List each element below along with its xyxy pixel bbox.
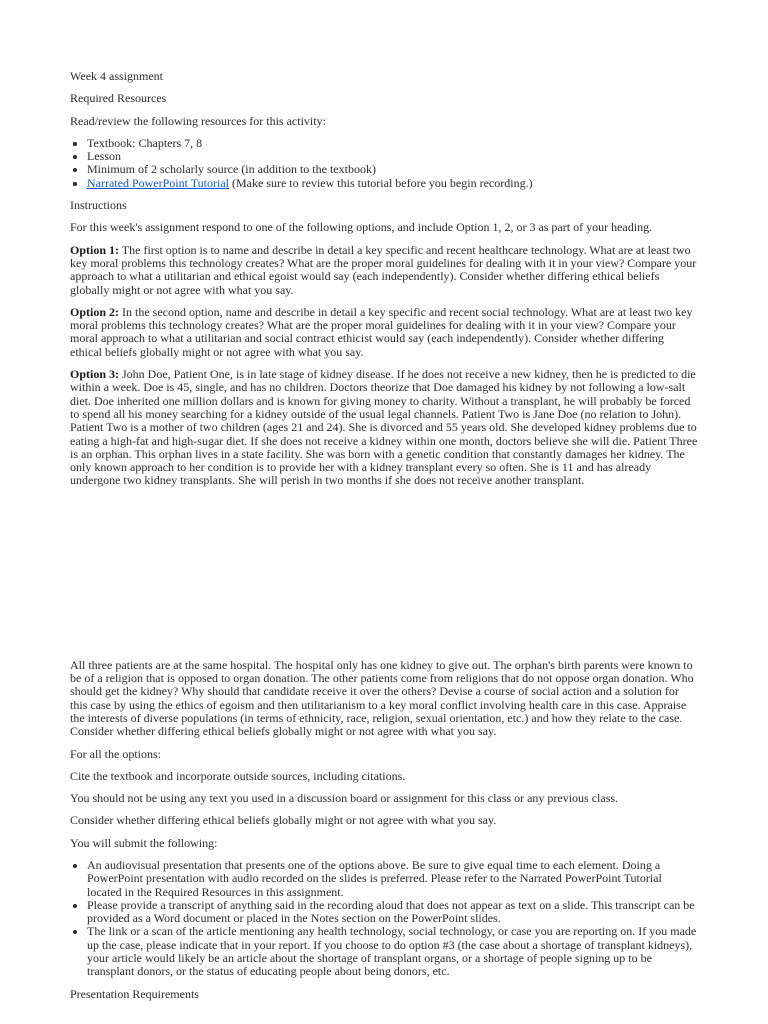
resource-item: • Lesson <box>87 150 698 163</box>
resource-item: • Minimum of 2 scholarly source (in addition to the textbook) <box>87 163 698 176</box>
submit-item: • Please provide a transcript of anything said in the recording aloud that does not appear as text on a slide. This transcript can be provided as a Word document or placed in the Notes section on the PowerPoint slides. <box>87 899 698 926</box>
option-1 <box>70 244 698 297</box>
option-3-label: Option 3: <box>70 367 120 382</box>
instructions-text: For this week's assignment respond to one of the following options, and include Option 1, 2, or 3 as part of your heading. <box>70 220 653 235</box>
document-title: Week 4 assignment <box>70 69 164 83</box>
resources-list <box>70 137 698 190</box>
option-2-label: Option 2: <box>70 304 120 319</box>
tutorial-link[interactable]: Narrated PowerPoint Tutorial <box>87 175 229 190</box>
option-3-continued: All three patients are at the same hospital. The hospital only has one kidney to give out. The orphan's birth parents were known to be of a religion that is opposed to organ donation. The other patients come from religions that do not oppose organ donation. Who should get the kidney? Why should that candidate receive it over the others? Devise a course of social action and a solution for this case by using the ethics of egoism and then utilitarianism to a key moral conflict involving health care in this case. Appraise the interests of diverse populations (in terms of ethnicity, race, religion, sexual orientation, etc.) and how they relate to the case. Consider whether differing ethical beliefs globally might or not agree with what you say. <box>70 657 694 739</box>
cite-text: Cite the textbook and incorporate outside sources, including citations. <box>70 768 406 783</box>
submit-item: • An audiovisual presentation that presents one of the options above. Be sure to give equal time to each element. Doing a PowerPoint presentation with audio recorded on the slides is preferred. Please refer to the Narrated PowerPoint Tutorial located in the Required Resources in this assignment. <box>87 859 698 899</box>
consider-text: Consider whether differing ethical beliefs globally might or not agree with what you say. <box>70 813 497 828</box>
instructions-heading: Instructions <box>70 198 127 213</box>
all-options-heading: For all the options: <box>70 746 161 761</box>
document-page <box>70 70 698 1010</box>
no-reuse-text: You should not be using any text you used in a discussion board or assignment for this class or any previous class. <box>70 791 619 806</box>
submit-item: • The link or a scan of the article mentioning any health technology, social technology, or case you are reporting on. If you made up the case, please indicate that in your report. If you choose to do option #3 (the case about a shortage of transplant kidneys), your article would likely be an article about the shortage of transplant organs, or a shortage of people signing up to be transplant donors, or the status of educating people about being donors, etc. <box>87 925 698 978</box>
page-break-gap <box>70 497 698 659</box>
submit-list <box>70 859 698 979</box>
tutorial-note: (Make sure to review this tutorial before you begin recording.) <box>229 175 533 190</box>
presentation-heading: Presentation Requirements <box>70 986 199 1001</box>
option-2 <box>70 306 698 359</box>
option-3-text: John Doe, Patient One, is in late stage of kidney disease. If he does not receive a new kidney, then he is predicted to die within a week. Doe is 45, single, and has no children. Doctors theorize that Doe damaged his kidney by not following a low-salt diet. Doe inherited one million dollars and is known for giving money to charity. Without a transplant, he will probably be forced to spend all his money searching for a kidney outside of the usual legal channels. Patient Two is Jane Doe (no relation to John). Patient Two is a mother of two children (ages 21 and 24). She is divorced and 55 years old. She developed kidney problems due to eating a high-fat and high-sugar diet. If she does not receive a kidney within one month, doctors believe she will die. Patient Three is an orphan. This orphan lives in a state facility. She was born with a genetic condition that constantly damages her kidney. The only known approach to her condition is to provide her with a kidney transplant every so often. She is 11 and has already undergone two kidney transplants. She will perish in two months if she does not receive another transplant. <box>70 367 698 488</box>
option-1-label: Option 1: <box>70 242 120 257</box>
resource-item-tutorial <box>87 177 698 190</box>
submit-intro: You will submit the following: <box>70 835 218 850</box>
option-1-text: The first option is to name and describe in detail a key specific and recent healthcare technology. What are at least two key moral problems this technology creates? What are the proper moral guidelines for dealing with it in your view? Compare your approach to what a utilitarian and ethical egoist would say (each independently). Consider whether differing ethical beliefs globally might or not agree with what you say. <box>70 242 697 297</box>
option-2-text: In the second option, name and describe in detail a key specific and recent social technology. What are at least two key moral problems this technology creates? What are the proper moral guidelines for dealing with it in your view? Compare your moral approach to what a utilitarian and social contract ethicist would say (each independently). Consider whether differing ethical beliefs globally might or not agree with what you say. <box>70 304 693 359</box>
option-3 <box>70 368 698 488</box>
required-resources-heading: Required Resources <box>70 91 167 106</box>
resources-intro: Read/review the following resources for this activity: <box>70 113 326 128</box>
resource-item: • Textbook: Chapters 7, 8 <box>87 137 698 150</box>
